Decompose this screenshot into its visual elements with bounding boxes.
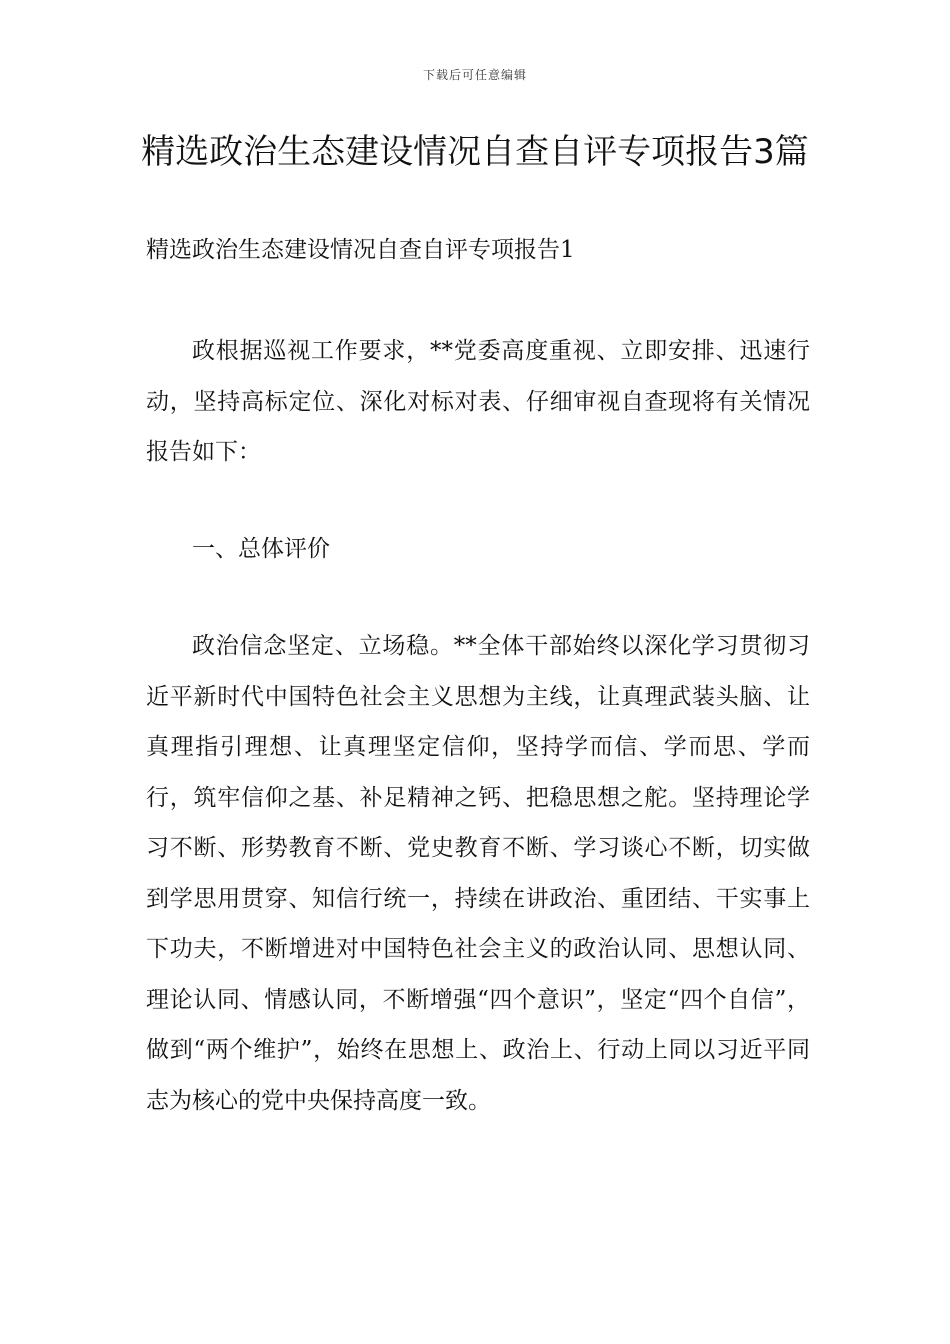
- page-header-note: 下载后可任意编辑: [422, 68, 527, 82]
- body-paragraph: 政治信念坚定、立场稳。**全体干部始终以深化学习贯彻习近平新时代中国特色社会主义思想为主线，让真理武装头脑、让真理指引理想、让真理坚定信仰，坚持学而信、学而思、学而行，筑牢信仰之基、补足精神之钙、把稳思想之舵。坚持理论学习不断、形势教育不断、党史教育不断、学习谈心不断，切实做到学思用贯穿、知信行统一，持续在讲政治、重团结、干实事上下功夫，不断增进对中国特色社会主义的政治认同、思想认同、理论认同、情感认同，不断增强“四个意识”，坚定“四个自信”，做到“两个维护”，始终在思想上、政治上、行动上同以习近平同志为核心的党中央保持高度一致。: [146, 633, 810, 1114]
- document-subtitle: 精选政治生态建设情况自查自评专项报告1: [146, 237, 575, 263]
- intro-paragraph: 政根据巡视工作要求，**党委高度重视、立即安排、迅速行动，坚持高标定位、深化对标对表、仔细审视自查现将有关情况报告如下：: [146, 338, 810, 465]
- document-title: 精选政治生态建设情况自查自评专项报告3篇: [141, 132, 809, 172]
- section-heading: 一、总体评价: [192, 536, 330, 562]
